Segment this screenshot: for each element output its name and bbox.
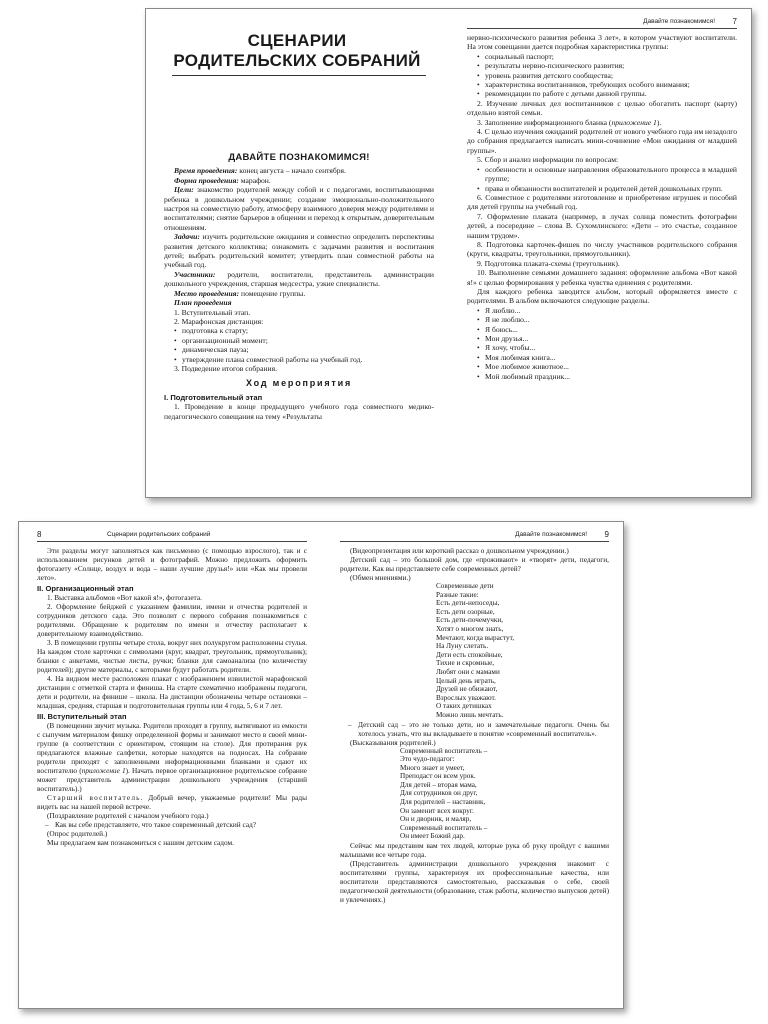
page-left-bottom [19,522,321,1008]
list-item: • Я не люблю... [485,315,737,324]
place-label: Место проведения: [174,288,240,298]
appendix-ref: приложение 1 [81,766,126,775]
poem-line: Преподаст он всем урок. [400,772,476,781]
text: (В помещении звучит музыка. Родители проходят в группу, вытягивают из емкости с сыпучим материалом фишку определенной формы и занимают место в своей мини-группе (в соответствии с ориентиром, стоящим на столе). Для протирания рук предлагаются влажные салфетки, которые находятся на подносах. На собрание родители приходят с заполненными информационными бланками и сдают их воспитателю ( [37,721,307,775]
book-title-line-2: РОДИТЕЛЬСКИХ СОБРАНИЙ [173,51,421,70]
book-spread-top [145,8,752,498]
list-item: • рекомендации по работе с детьми данной группы. [485,89,737,98]
form-value: марафон. [238,175,271,185]
list-item: • социальный паспорт; [485,52,737,61]
running-head [467,17,737,29]
running-head-text: Давайте познакомимся! [515,531,587,538]
poem-line: Он и дворник, и маляр, [400,815,472,824]
page-number: 9 [604,530,609,539]
poem-line: Целый день играть, [436,676,496,685]
poem-line: Для родителей – наставник, [400,798,486,807]
paragraph: 10. Выполнение семьями домашнего задания: оформление альбома «Вот какой я!» с целью формирования у ребенка чувства единения с родителями. [467,268,737,287]
poem-line: Разные такие: [436,590,479,599]
place-paragraph [164,289,434,298]
info-list [467,165,737,193]
paragraph: 4. На видном месте расположен плакат с изображением извилистой марафонской дистанции с отметкой старта и финиша. На старте схематично изображены педагоги, дети и родители, на финише – школа. На дистанции обозначены четыре остановки – младшая, средняя, старшая и подготовительная группы или 4 года, 5, 6 и 7 лет. [37,674,307,710]
paragraph: 9. Подготовка плаката-схемы (треугольник). [477,258,620,268]
paragraph: Эти разделы могут заполняться как письменно (с помощью взрослого), так и с использованием рисунков детей и фотографий. Можно предложить оформить фотогазету «Солнце, воздух и вода – наши лучшие друзья!» или «Как мы провели лето». [37,546,307,582]
paragraph: (Опрос родителей.) [47,829,108,838]
poem-line: Можно лишь мечтать. [436,710,504,719]
poem-line: Есть дети озорные, [436,607,495,616]
page-body [467,33,737,381]
participants-paragraph [164,270,434,289]
time-value: конец августа – начало сентября. [237,166,346,176]
list-item: • Мои друзья... [485,334,737,343]
form-paragraph [164,176,434,185]
running-head [37,530,307,542]
speech: Добрый вечер, уважаемые родители! Мы рады видеть вас на нашей первой встрече. [37,793,307,811]
poem-line: Дети есть спокойные, [436,650,503,659]
poem-line: Много знает и умеет, [400,763,465,772]
poem-line: Современные дети [436,582,494,590]
paragraph: (Высказывания родителей.) [350,737,436,747]
poem-line: Взрослых уважают. [436,693,496,702]
goal-paragraph [164,185,434,232]
paragraph: 1. Проведение в конце предыдущего учебного года совместного медико-педагогического совещания на тему «Результаты [164,402,434,421]
paragraph [37,793,307,811]
poem-line: Есть дети-почемучки, [436,616,503,625]
plan-item: 3. Подведение итогов собрания. [174,363,277,373]
poem-line: О таких детишках [436,702,492,711]
poem-line: Он имеет Божий дар. [400,832,465,841]
book-title-line-1: СЦЕНАРИИ [247,31,347,50]
question-list [37,820,307,829]
list-item: • результаты нервно-психического развития; [485,61,737,70]
page-body [164,149,434,421]
paragraph [37,721,307,793]
poem-line: Тихие и скромные, [436,659,495,668]
paragraph [467,118,737,127]
list-item: • организационный момент; [182,336,434,345]
time-paragraph [164,166,434,175]
list-item: • характеристика воспитанников, требующих особого внимания; [485,80,737,89]
tasks-value: изучить родительские ожидания и совместно определить перспективы развития детского коллектива; ознакомить с задачами развития и воспитания детей; выбрать родительский комитет; утвердить план совместной работы на учебный год. [164,232,434,270]
title-divider [172,75,426,76]
page-right-top [449,9,751,497]
poem [340,582,609,720]
participants-label: Участники: [174,269,216,279]
paragraph: 3. В помещении группы четыре стола, вокруг них полукругом расположены стулья. На каждом столе карточки с символами (круг, квадрат, треугольник, прямоугольник); бланки с анкетами, чистые листы, ручки; бланки для самоанализа (по количеству родителей); другие материалы, с которыми будут работать родители. [37,638,307,674]
paragraph: нервно-психического развития ребенка 3 лет», в котором участвуют воспитатели. На этом совещании дается подробная характеристика группы: [467,33,737,52]
poem-line: Он заменит всех вокруг. [400,806,474,815]
plan-sublist [164,326,434,364]
running-head-text: Давайте познакомимся! [643,18,715,25]
place-value: помещение группы. [239,288,306,298]
paragraph: 1. Выставка альбомов «Вот какой я!», фотогазета. [47,593,202,602]
poem-line: Есть дети-непоседы, [436,599,500,608]
paragraph: Мы предлагаем вам познакомиться с нашим детским садом. [47,838,234,847]
list-item: • Мой любимый праздник... [485,372,737,381]
tasks-label: Задачи: [174,232,200,242]
paragraph: (Представитель администрации дошкольного учреждения знакомит с воспитателями группы, характеризуя их профессиональные качества, или воспитатели представляются самостоятельно, рассказывая о себе, своей педагогической деятельности (образование, стаж работы, количество выпусков детей) и увлечениях.) [340,859,609,905]
page-body [340,546,609,904]
text: ). [656,117,662,127]
page-number: 7 [732,17,737,26]
paragraph: (Видеопрезентация или короткий рассказ о дошкольном учреждении.) [350,546,569,555]
goal-value: знакомство родителей между собой и с педагогами, воспитывающими ребенка в дошкольном учреждении; создание эмоционально-положительного настроя на совместную работу, атмосферу взаимного доверия между родителями и воспитателями; снятие барьеров в общении и переход к открытым, доверительным отношениям. [164,185,434,232]
book-title [146,31,448,71]
running-head-text: Сценарии родительских собраний [107,531,211,538]
list-item: • особенности и основные направления образовательного процесса в младшей группе; [485,165,737,184]
paragraph: Детский сад – это большой дом, где «проживают» и «творят» дети, педагоги, родители. Как вы представляете себе современных детей? [340,555,609,573]
stage-title: III. Вступительный этап [37,712,127,721]
appendix-ref: приложение 1 [611,117,657,127]
list-item: • утверждение плана совместной работы на учебный год. [182,355,434,364]
speaker-name: Старший воспитатель. [47,793,144,802]
text: ). Начать первое организационное родительское собрание может представитель администрации дошкольного учреждения (старший воспитатель).) [37,766,307,793]
poem-line: Любят они с мамами [436,667,500,676]
time-label: Время проведения: [174,166,238,176]
list-item: • Я люблю... [485,306,737,315]
paragraph: 4. С целью изучения ожиданий родителей от нового учебного года им незадолго до собрания предлагается написать мини-сочинение «Мои ожидания от младшей группы». [467,127,738,155]
stage-title: I. Подготовительный этап [164,392,263,402]
page-number: 8 [37,530,42,539]
plan-item: 2. Марафонская дистанция: [174,316,264,326]
page-left-top [146,9,448,497]
group-list [467,52,737,99]
paragraph: 5. Сбор и анализ информации по вопросам: [477,155,619,165]
page-body [37,546,307,847]
dash-list [340,720,609,738]
paragraph: Сейчас мы представим вам тех людей, которые рука об руку пройдут с вашими малышами все четыре года. [340,841,609,860]
list-item: – Детский сад – это не только дети, но и замечательные педагоги. Очень бы хотелось узнать, что вы вкладываете в понятие «современный воспитатель». [358,720,609,738]
paragraph: 8. Подготовка карточек-фишек по числу участников родительского собрания (круги, квадраты, треугольники, прямоугольники). [467,239,737,259]
poem-line: Друзей не обижают, [436,685,498,694]
paragraph: 7. Оформление плаката (например, в лучах солнца поместить фотографии детей, а посередине – слова В. Сухомлинского: «Дети – это счастье, созданное нашим трудом». [467,211,737,240]
paragraph: 2. Оформление бейджей с указанием фамилии, имени и отчества родителей и сотрудников детского сада. Это позволит с первого собрания познакомиться с родителями. Обращение к родителям по имени и отчеству располагает к доверительному взаимодействию. [37,602,307,638]
plan-heading [164,298,434,307]
tasks-paragraph [164,232,434,270]
paragraph: 2. Изучение личных дел воспитанников с целью обогатить паспорт (карту) отдельно взятой семьи. [467,98,737,118]
list-item: • уровень развития детского сообщества; [485,71,737,80]
poem-line: Для сотрудников он друг, [400,789,478,798]
poem [340,747,609,842]
list-item: • Я хочу, чтобы... [485,343,737,352]
list-item: • Я боюсь... [485,325,737,334]
book-spread-bottom [18,521,624,1009]
form-label: Форма проведения: [174,175,239,185]
paragraph: 6. Совместное с родителями изготовление и приобретение игрушек и пособий для детей группы на учебный год. [467,192,737,212]
poem-line: На Луну слетать. [436,642,489,651]
list-item: – Как вы себе представляете, что такое современный детский сад? [55,820,307,829]
poem-line: Для детей – вторая мама, [400,780,477,789]
poem-line: Мечтают, когда вырастут, [436,633,514,642]
plan-item: 1. Вступительный этап. [174,307,251,317]
list-item: • Мое любимое животное... [485,362,737,371]
text: 3. Заполнение информационного бланка ( [477,117,612,127]
running-head [340,530,609,542]
participants-value: родители, воспитатели, представитель администрации дошкольного учреждения, старшая медсестра, узкие специалисты. [164,269,434,289]
list-item: • динамическая пауза; [182,345,434,354]
poem-line: Хотят о многом знать, [436,624,504,633]
section-title: ДАВАЙТЕ ПОЗНАКОМИМСЯ! [228,152,370,163]
goal-label: Цели: [174,185,194,195]
poem-line: Это чудо-педагог: [400,755,455,764]
list-item: • Моя любимая книга... [485,353,737,362]
list-item: • подготовка к старту; [182,326,434,335]
page-right-bottom [322,522,623,1008]
album-list [467,306,737,381]
poem-line: Современный воспитатель – [400,746,488,755]
course-title: Ход мероприятия [245,378,353,389]
list-item: • права и обязанности воспитателей и родителей детей дошкольных групп. [485,184,737,193]
poem-line: Современный воспитатель – [400,823,488,832]
plan-label: План проведения [174,298,232,308]
paragraph: Для каждого ребенка заводится альбом, который оформляется вместе с родителями. В альбом включаются следующие разделы. [467,286,737,306]
paragraph: (Поздравление родителей с началом учебного года.) [47,811,209,820]
paragraph: (Обмен мнениями.) [350,573,411,582]
stage-title: II. Организационный этап [37,584,134,593]
